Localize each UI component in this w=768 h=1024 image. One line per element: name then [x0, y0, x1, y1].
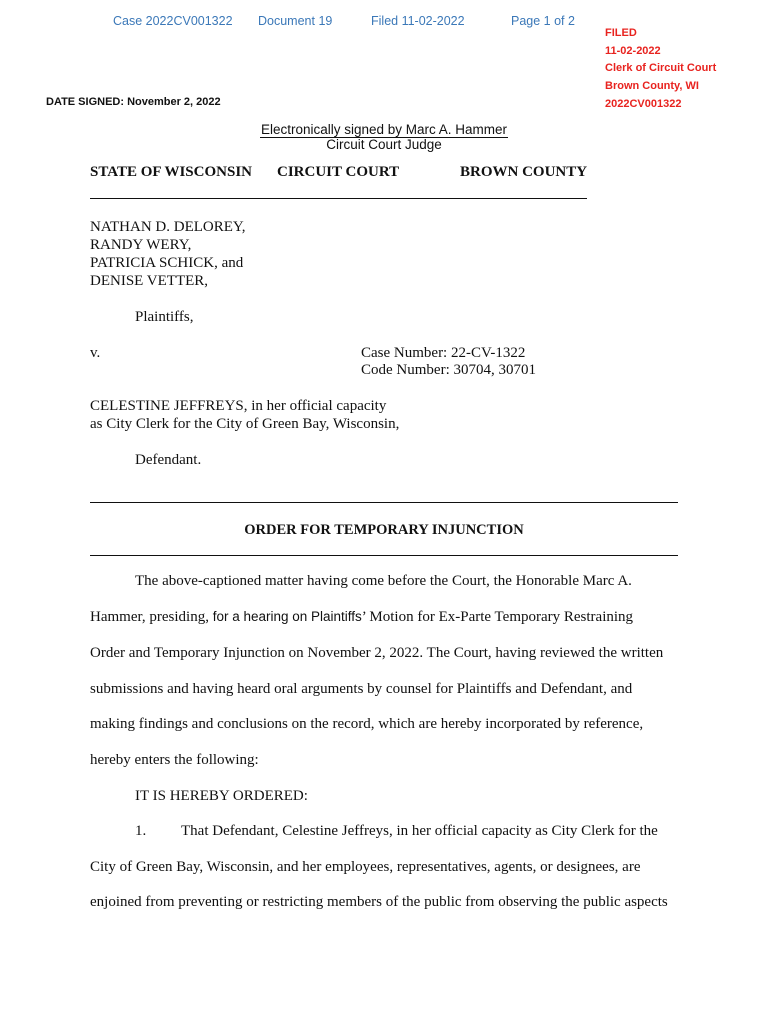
signature-name: Electronically signed by Marc A. Hammer	[260, 122, 508, 137]
plaintiff-name: DENISE VETTER,	[90, 273, 209, 289]
body-line: making findings and conclusions on the record, which are hereby incorporated by reference,	[90, 716, 644, 732]
order-title: ORDER FOR TEMPORARY INJUNCTION	[244, 522, 524, 538]
stamp-filed: FILED	[605, 27, 637, 39]
stamp-case-number: 2022CV001322	[605, 98, 682, 110]
stamp-date: 11-02-2022	[605, 44, 661, 57]
defendant-capacity: as City Clerk for the City of Green Bay, Wisconsin,	[90, 416, 400, 432]
title-rule-top	[90, 502, 678, 503]
code-number: Code Number: 30704, 30701	[361, 362, 536, 378]
plaintiff-name: PATRICIA SCHICK, and	[90, 255, 244, 271]
body-line: enjoined from preventing or restricting members of the public from observing the public aspects	[90, 894, 668, 910]
body-segment: Hammer, presiding,	[90, 609, 213, 625]
document-number-header: Document 19	[258, 14, 333, 28]
body-line: The above-captioned matter having come before the Court, the Honorable Marc A.	[135, 573, 632, 589]
body-segment: ’ Motion for Ex-Parte Temporary Restraining	[361, 609, 634, 625]
body-segment: for a hearing on Plaintiffs	[212, 609, 362, 624]
caption-state: STATE OF WISCONSIN	[90, 164, 252, 180]
plaintiff-name: RANDY WERY,	[90, 237, 192, 253]
defendant-label: Defendant.	[135, 452, 202, 468]
defendant-name: CELESTINE JEFFREYS, in her official capacity	[90, 398, 387, 414]
plaintiff-name: NATHAN D. DELOREY,	[90, 219, 246, 235]
stamp-clerk: Clerk of Circuit Court	[605, 62, 717, 74]
date-signed: DATE SIGNED: November 2, 2022	[46, 96, 221, 108]
stamp-county: Brown County, WI	[605, 79, 699, 92]
body-line	[90, 609, 633, 626]
body-line: hereby enters the following:	[90, 752, 259, 768]
title-rule-bottom	[90, 555, 678, 556]
caption-court: CIRCUIT COURT	[277, 164, 400, 180]
ordered-heading: IT IS HEREBY ORDERED:	[135, 788, 308, 804]
body-line: Order and Temporary Injunction on November 2, 2022. The Court, having reviewed the written	[90, 645, 664, 661]
caption-rule	[90, 198, 587, 199]
body-line: City of Green Bay, Wisconsin, and her employees, representatives, agents, or designees, are	[90, 859, 641, 875]
judge-title: Circuit Court Judge	[326, 137, 442, 152]
electronic-signature	[0, 122, 768, 137]
filed-date-header: Filed 11-02-2022	[371, 14, 465, 28]
plaintiffs-label: Plaintiffs,	[135, 309, 194, 325]
case-number-header: Case 2022CV001322	[113, 14, 233, 28]
case-number: Case Number: 22-CV-1322	[361, 345, 526, 361]
body-line: That Defendant, Celestine Jeffreys, in her official capacity as City Clerk for the	[181, 823, 658, 839]
filed-stamp	[605, 25, 716, 114]
plaintiffs-list	[90, 218, 246, 290]
page-number-header: Page 1 of 2	[511, 14, 575, 28]
versus: v.	[90, 345, 101, 361]
body-line: submissions and having heard oral arguments by counsel for Plaintiffs and Defendant, and	[90, 681, 633, 697]
caption-county: BROWN COUNTY	[460, 164, 588, 180]
item-number: 1.	[135, 823, 147, 839]
